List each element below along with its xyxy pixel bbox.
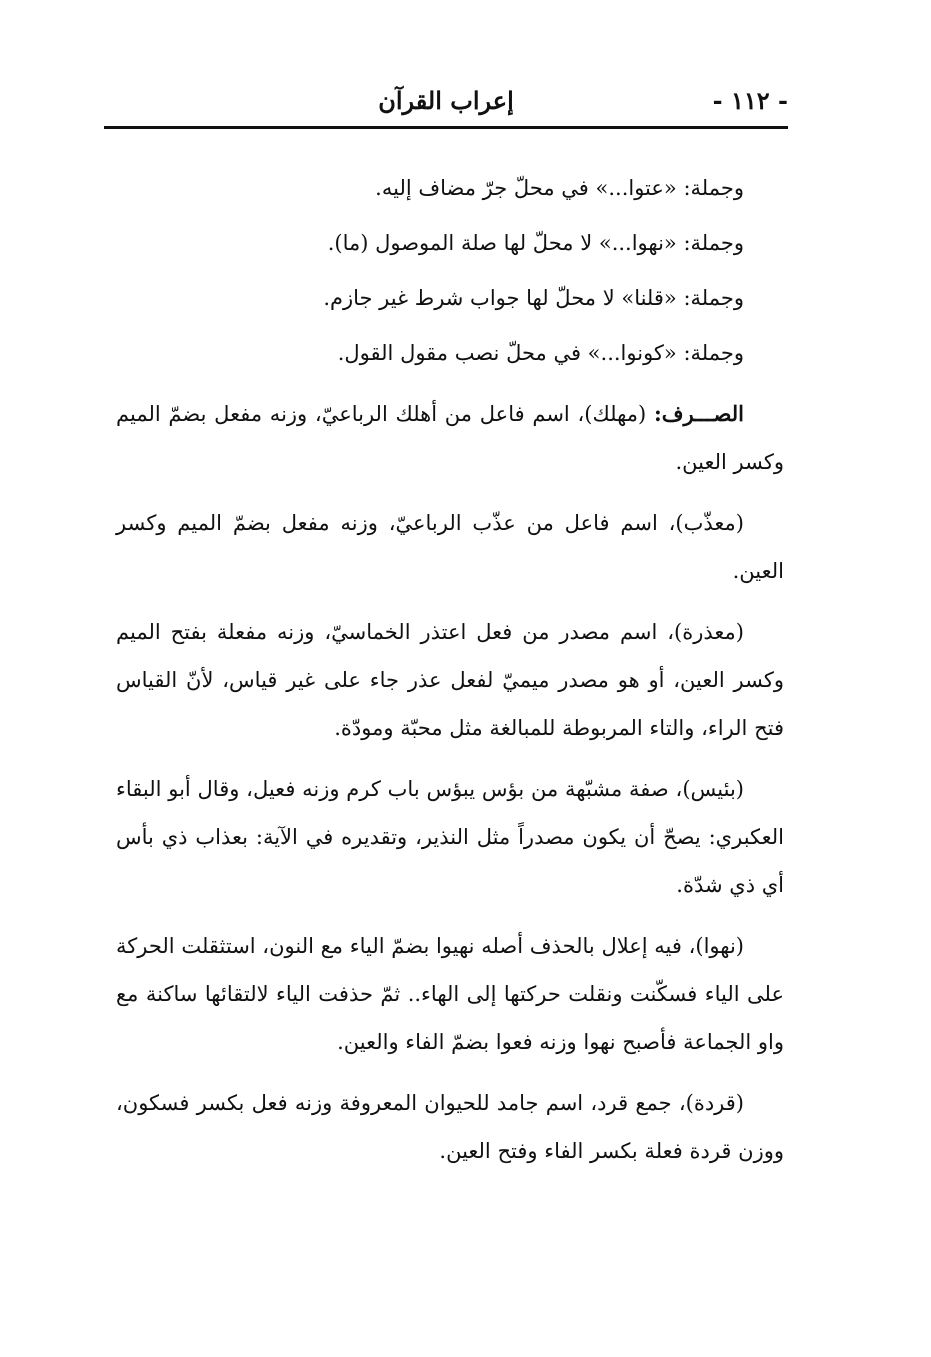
morphology-paragraph: (نهوا)، فيه إعلال بالحذف أصله نهيوا بضمّ الياء مع النون، استثقلت الحركة على الياء فسكّنت ونقلت حركتها إلى الهاء.. ثمّ حذفت الياء لالتقائها ساكنة مع واو الجماعة فأصبح نهوا وزنه فعوا بضمّ الفاء والعين. bbox=[116, 934, 784, 1054]
morphology-paragraph: (بئيس)، صفة مشبّهة من بؤس يبؤس باب كرم وزنه فعيل، وقال أبو البقاء العكبري: يصحّ أن يكون مصدراً مثل النذير، وتقديره في الآية: بعذاب ذي بأس أي ذي شدّة. bbox=[116, 777, 784, 897]
sarf-heading: الصـــرف: bbox=[653, 401, 744, 426]
jumla-line: وجملة: «قلنا» لا محلّ لها جواب شرط غير جازم. bbox=[323, 286, 744, 310]
morphology-paragraph: (معذرة)، اسم مصدر من فعل اعتذر الخماسيّ، وزنه مفعلة بفتح الميم وكسر العين، أو هو مصدر ميميّ لفعل عذر جاء على غير قياس، لأنّ القياس فتح الراء، والتاء المربوطة للمبالغة مثل محبّة ومودّة. bbox=[116, 620, 784, 740]
running-head bbox=[104, 86, 788, 122]
page-body bbox=[116, 170, 784, 1188]
jumla-line: وجملة: «عتوا...» في محلّ جرّ مضاف إليه. bbox=[375, 176, 744, 200]
jumla-line: وجملة: «نهوا...» لا محلّ لها صلة الموصول (ما). bbox=[327, 231, 744, 255]
header-rule bbox=[104, 126, 788, 129]
jumla-line: وجملة: «كونوا...» في محلّ نصب مقول القول. bbox=[337, 341, 744, 365]
running-title: إعراب القرآن bbox=[378, 86, 514, 115]
morphology-paragraph: (معذّب)، اسم فاعل من عذّب الرباعيّ، وزنه مفعل بضمّ الميم وكسر العين. bbox=[116, 511, 784, 583]
sarf-text: (مهلك)، اسم فاعل من أهلك الرباعيّ، وزنه مفعل بضمّ الميم وكسر العين. bbox=[116, 402, 784, 474]
sarf-paragraph bbox=[116, 390, 784, 486]
page-number: - ١١٢ - bbox=[712, 86, 788, 115]
morphology-paragraph: (قردة)، جمع قرد، اسم جامد للحيوان المعروفة وزنه فعل بكسر فسكون، ووزن قردة فعلة بكسر الفاء وفتح العين. bbox=[116, 1091, 784, 1163]
